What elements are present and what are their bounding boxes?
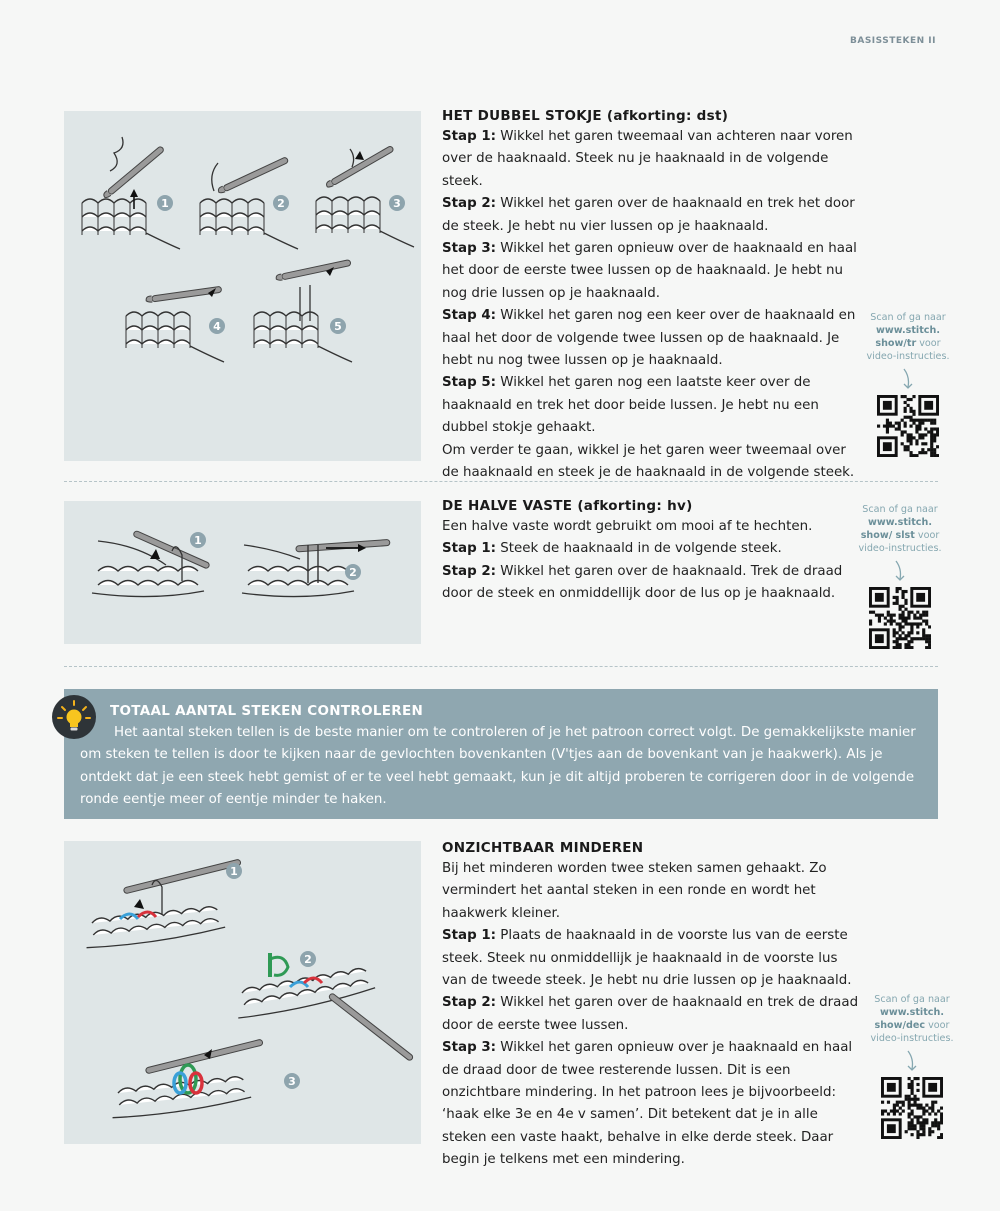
figure-number-1: 1 [194, 534, 202, 547]
slip-stitch-illustration-panel [64, 501, 421, 644]
invisible-decrease-steps [442, 858, 866, 1172]
double-crochet-steps [442, 126, 862, 485]
qr-block-double-crochet[interactable] [858, 311, 958, 457]
arrow-down-icon [904, 1049, 920, 1073]
section-title-abbr: (afkorting: hv) [577, 498, 693, 514]
double-crochet-diagram [64, 111, 421, 461]
step-5: Stap 5: Wikkel het garen nog een laatste keer over de haaknaald en trek het door beide lussen. Je hebt nu een dubbel stokje gehaakt. [442, 375, 819, 436]
lightbulb-icon [52, 695, 96, 739]
section-title-main: HET DUBBEL STOKJE [442, 108, 602, 124]
step-2: Stap 2: Wikkel het garen over de haaknaald en trek het door de steek. Je hebt nu vier lussen op je haaknaald. [442, 196, 855, 234]
qr-code-icon[interactable] [869, 587, 931, 649]
intro-text: Bij het minderen worden twee steken samen gehaakt. Zo vermindert het aantal steken in een ronde en wordt het haakwerk kleiner. [442, 861, 827, 921]
step-4: Stap 4: Wikkel het garen nog een keer over de haaknaald en haal het door de volgende twee lussen op de haaknaald. Je hebt nu nog twee lussen op je haaknaald. [442, 308, 856, 369]
step-3: Stap 3: Wikkel het garen opnieuw over je haaknaald en haal de draad door de twee resterende lussen. Dit is een onzichtbare mindering. In het patroon lees je bijvoorbeeld: ‘haak elke 3e en 4e v samen’. Dit betekent dat je in alle steken een vaste haakt, behalve in elke derde steek. Daar begin je telkens met een mindering. [442, 1040, 853, 1168]
double-crochet-section [442, 108, 862, 485]
section-divider [64, 481, 938, 482]
qr-caption: Scan of ga naar www.stitch. show/ slst voor video-instructies. [858, 504, 942, 554]
qr-caption: Scan of ga naar www.stitch. show/dec voor video-instructies. [870, 994, 954, 1044]
section-title-main: DE HALVE VASTE [442, 498, 573, 514]
outro-text: Om verder te gaan, wikkel je het garen weer tweemaal over de haaknaald en steek je de haaknaald in de volgende steek. [442, 442, 855, 481]
figure-number-3: 3 [393, 197, 401, 210]
step-1: Stap 1: Steek de haaknaald in de volgende steek. [442, 541, 782, 557]
step-3: Stap 3: Wikkel het garen opnieuw over de haaknaald en haal het door de eerste twee lussen op de haaknaald. Je hebt nu nog drie lussen op je haaknaald. [442, 241, 857, 301]
step-2: Stap 2: Wikkel het garen over de haaknaald. Trek de draad door de steek en onmiddellijk door de lus op je haaknaald. [442, 563, 843, 602]
slip-stitch-section [442, 498, 862, 606]
slip-stitch-steps [442, 516, 862, 606]
invisible-decrease-diagram [64, 841, 421, 1144]
intro-text: Een halve vaste wordt gebruikt om mooi af te hechten. [442, 519, 813, 534]
invisible-decrease-illustration-panel [64, 841, 421, 1144]
arrow-down-icon [892, 559, 908, 583]
section-title-abbr: (afkorting: dst) [606, 108, 729, 124]
figure-number-2: 2 [277, 197, 285, 210]
section-title [442, 498, 862, 514]
qr-block-invisible-decrease[interactable] [862, 993, 962, 1139]
section-divider [64, 666, 938, 667]
figure-number-1: 1 [161, 197, 169, 210]
qr-code-icon[interactable] [877, 395, 939, 457]
step-1: Stap 1: Wikkel het garen tweemaal van achteren naar voren over de haaknaald. Steek nu je haaknaald in de volgende steek. [442, 129, 853, 189]
figure-number-3: 3 [288, 1075, 296, 1088]
step-1: Stap 1: Plaats de haaknaald in de voorste lus van de eerste steek. Steek nu onmiddellijk je haaknaald in de voorste lus van de tweede steek. Je hebt nu drie lussen op je haaknaald. [442, 928, 852, 989]
tip-box [64, 689, 938, 819]
tip-text: Het aantal steken tellen is de beste manier om te controleren of je het patroon correct volgt. De gemakkelijkste manier om steken te tellen is door te kijken naar de gevlochten bovenkanten (V'tjes aan de bovenkant van je haakwerk). Als je ontdekt dat je een steek hebt gemist of er te veel hebt gemaakt, kun je dit altijd proberen te corrigeren door in de volgende ronde eentje meer of eentje minder te haken. [80, 725, 916, 808]
qr-caption: Scan of ga naar www.stitch. show/tr voor video-instructies. [866, 312, 950, 362]
double-crochet-illustration-panel [64, 111, 421, 461]
arrow-down-icon [900, 367, 916, 391]
invisible-decrease-section [442, 840, 866, 1172]
tip-title: TOTAAL AANTAL STEKEN CONTROLEREN [110, 703, 424, 719]
qr-code-icon[interactable] [881, 1077, 943, 1139]
section-title-main: ONZICHTBAAR MINDEREN [442, 840, 644, 856]
figure-number-2: 2 [349, 566, 357, 579]
qr-block-slip-stitch[interactable] [850, 503, 950, 649]
section-title [442, 108, 862, 124]
figure-number-1: 1 [230, 865, 238, 878]
step-2: Stap 2: Wikkel het garen over de haaknaald en trek de draad door de eerste twee lussen. [442, 995, 859, 1033]
figure-number-5: 5 [334, 320, 342, 333]
slip-stitch-diagram [64, 501, 421, 644]
figure-number-2: 2 [304, 953, 312, 966]
section-title [442, 840, 866, 856]
page-header-label: BASISSTEKEN II [850, 36, 936, 46]
figure-number-4: 4 [213, 320, 221, 333]
